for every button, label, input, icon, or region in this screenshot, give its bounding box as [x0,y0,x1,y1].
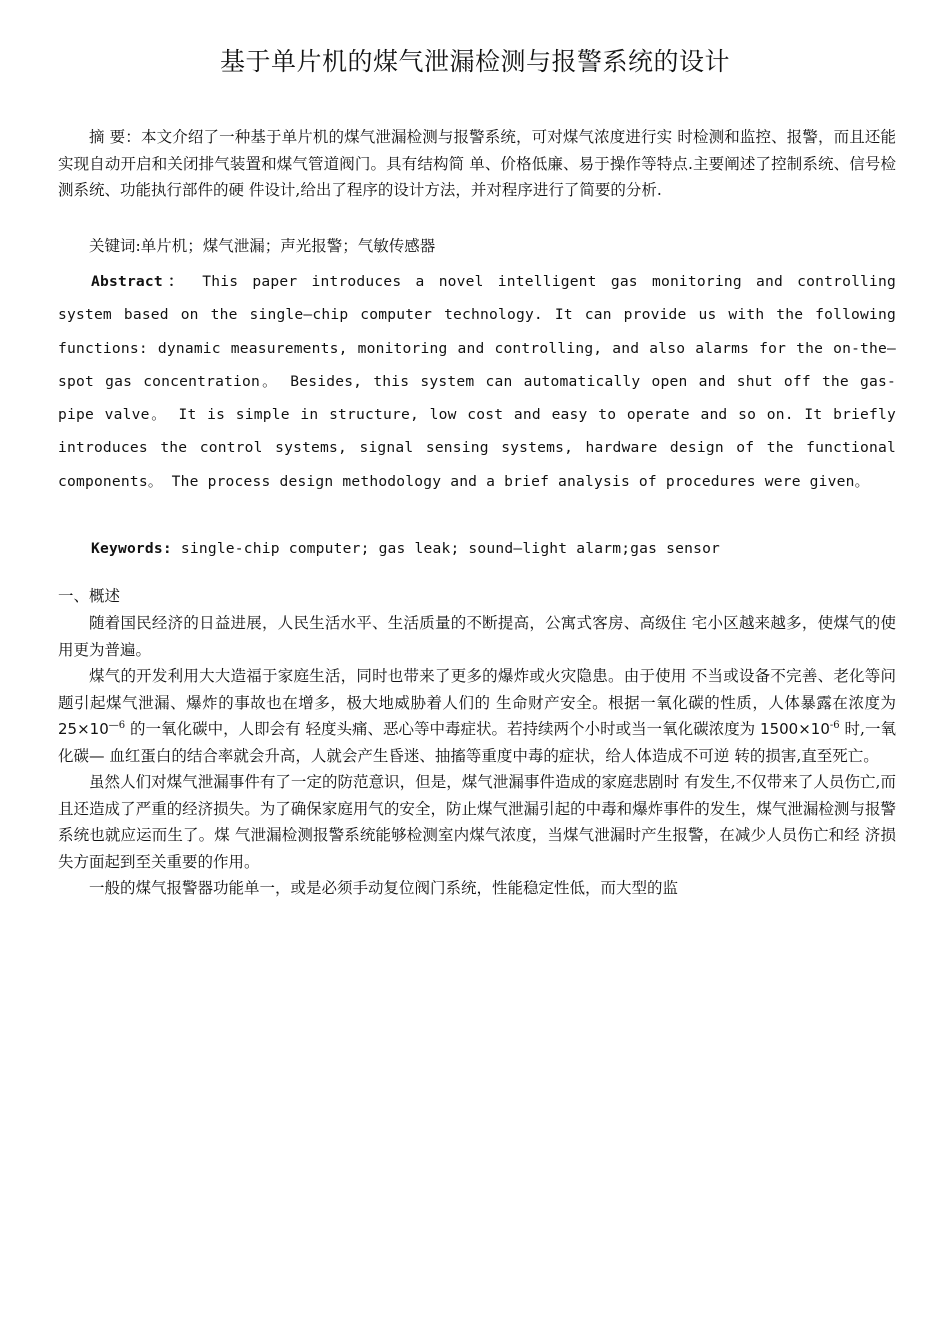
keywords-en-text: single-chip computer; gas leak; sound—light alarm;gas sensor [171,540,721,557]
section-heading: 一、概述 [58,587,121,605]
body-paragraph-4: 一般的煤气报警器功能单一，或是必须手动复位阀门系统，性能稳定性低，而大型的监 [89,879,679,897]
exponent-1: —6 [108,719,126,731]
abstract-zh-text: 本文介绍了一种基于单片机的煤气泄漏检测与报警系统，可对煤气浓度进行实 时检测和监控、报警，而且还能实现自动开启和关闭排气装置和煤气管道阀门。具有结构简 单、价格低廉、易于操作等特点.主要阐述了控制系统、信号检测系统、功能执行部件的硬 件设计,给出了程序的设计方法，并对程序进行了简要的分析. [58,128,896,199]
abstract-en-text: This paper introduces a novel intelligent gas monitoring and controlling system based on the single—chip computer technology. It can provide us with the following functions: dynamic measurements, monitoring and controlling, and also alarms for the on-the—spot gas concentration。 Besides, this system can automatically open and shut off the gas-pipe valve。 It is simple in structure, low cost and easy to operate and so on. It briefly introduces the control systems, signal sensing systems, hardware design of the functional components。 The process design methodology and a brief analysis of procedures were given。 [58,273,896,490]
exponent-2: -6 [829,719,840,731]
abstract-zh-label: 摘 要： [89,128,141,146]
body-paragraph-2 [58,663,896,769]
abstract-zh [58,124,896,204]
paper-title: 基于单片机的煤气泄漏检测与报警系统的设计 [219,47,730,76]
section-body [58,610,896,902]
paragraph-2-text-a: 煤气的开发利用大大造福于家庭生活，同时也带来了更多的爆炸或火灾隐患。由于使用 不当或设备不完善、老化等问题引起煤气泄漏、爆炸的事故也在增多，极大地威胁着人们的 生命财产安全。根据一氧化碳的性质，人体暴露在浓度为 [58,667,896,712]
keywords-en-label: Keywords: [91,540,172,557]
paragraph-2-text-c: 时,一氧化碳— 血红蛋白的结合率就会升高，人就会产生昏迷、抽搐等重度中毒的症状，给人体造成不可逆 转的损害,直至死亡。 [58,720,896,765]
body-paragraph-3: 虽然人们对煤气泄漏事件有了一定的防范意识，但是，煤气泄漏事件造成的家庭悲剧时 有发生,不仅带来了人员伤亡,而且还造成了严重的经济损失。为了确保家庭用气的安全，防止煤气泄漏引起的中毒和爆炸事件的发生，煤气泄漏检测与报警系统也就应运而生了。煤 气泄漏检测报警系统能够检测室内煤气浓度，当煤气泄漏时产生报警，在减少人员伤亡和经 济损失方面起到至关重要的作用。 [58,773,896,871]
paragraph-2-text-b: 的一氧化碳中，人即会有 轻度头痛、恶心等中毒症状。若持续两个小时或当一氧化碳浓度为 [125,720,761,738]
abstract-en-label: Abstract： [91,273,189,290]
keywords-zh [58,233,896,260]
body-paragraph-1: 随着国民经济的日益进展，人民生活水平、生活质量的不断提高，公寓式客房、高级住 宅小区越来越多，使煤气的使用更为普遍。 [58,614,896,659]
concentration-value-1: 25×10 [58,720,109,738]
concentration-value-2: 1500×10 [760,720,830,738]
abstract-en [58,265,896,498]
keywords-zh-label: 关键词: [89,237,141,255]
keywords-en [91,538,720,560]
keywords-zh-text: 单片机；煤气泄漏；声光报警；气敏传感器 [140,237,436,255]
